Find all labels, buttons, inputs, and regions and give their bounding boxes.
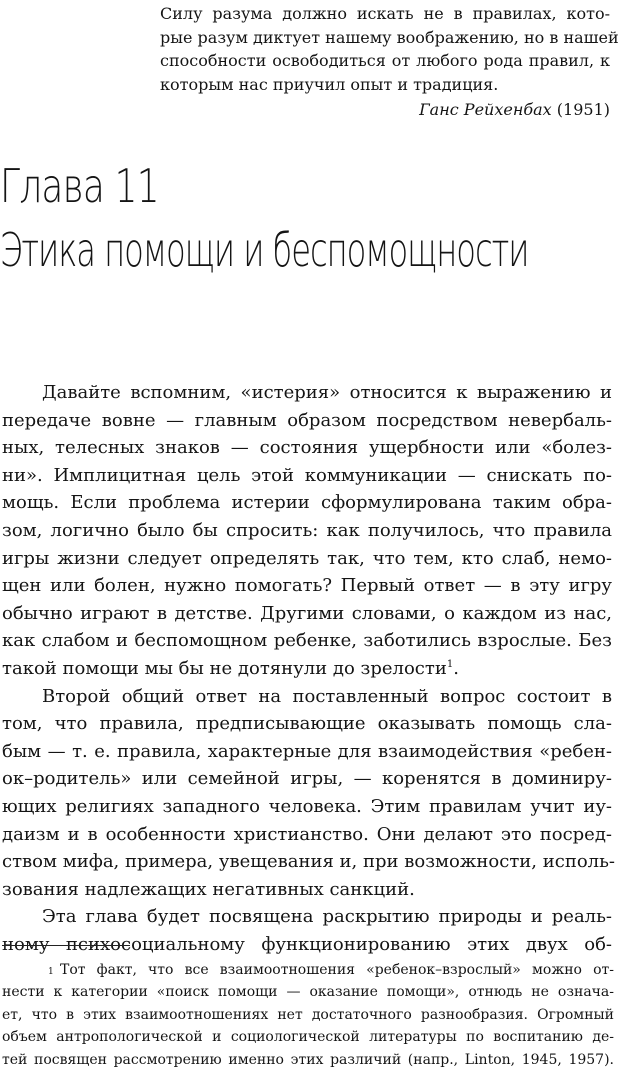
body-line: ством мифа, примера, увещевания и, при возможности, исполь- bbox=[2, 851, 615, 873]
body-line: Второй общий ответ на поставленный вопрос состоит в bbox=[42, 685, 612, 707]
footnote-separator bbox=[2, 945, 130, 946]
chapter-number: Глава 11 bbox=[0, 159, 159, 213]
epigraph-attribution bbox=[160, 98, 610, 122]
chapter-title: Этика помощи и беспомощности bbox=[0, 223, 529, 277]
body-line: даизм и в особенности христианство. Они делают это посред- bbox=[2, 823, 612, 845]
footnote-line: нести к категории «поиск помощи — оказание помощи», отнюдь не означа- bbox=[2, 984, 614, 1001]
footnote-line: ет, что в этих взаимоотношениях нет достаточного разнообразия. Огромный bbox=[2, 1006, 614, 1023]
footnote-line: объем антропологической и социологической литературы по воспитанию де- bbox=[2, 1029, 614, 1046]
epigraph-line: способности освободиться от любого рода правил, к bbox=[160, 51, 610, 70]
body-line: ок–родитель» или семейной игры, — коренятся в доминиру- bbox=[2, 768, 612, 790]
body-line: ющих религиях западного человека. Этим правилам учит иу- bbox=[2, 795, 612, 817]
body-line: бым — т. е. правила, характерные для взаимодействия «ребен- bbox=[2, 740, 612, 762]
body-line: зования надлежащих негативных санкций. bbox=[2, 878, 415, 900]
epigraph-line: рые разум диктует нашему воображению, но в нашей bbox=[160, 27, 619, 47]
body-line: обычно играют в детстве. Другими словами, о каждом из нас, bbox=[2, 602, 612, 624]
chapter-heading bbox=[0, 156, 620, 280]
body-text bbox=[2, 379, 615, 958]
footnote-mark: 1 bbox=[48, 967, 54, 977]
body-line: щен или болен, нужно помогать? Первый ответ — в эту игру bbox=[2, 575, 612, 597]
body-line-text: такой помощи мы бы не дотянули до зрелости bbox=[2, 657, 447, 679]
body-line: ни». Имплицитная цель этой коммуникации — снискать по- bbox=[2, 464, 612, 486]
body-line: игры жизни следует определять так, что тем, кто слаб, немо- bbox=[2, 547, 612, 569]
epigraph bbox=[160, 2, 619, 122]
body-line: зом, логично было бы спросить: как получилось, что правила bbox=[2, 519, 612, 541]
epigraph-year: (1951) bbox=[556, 100, 610, 119]
body-line: том, что правила, предписывающие оказывать помощь сла- bbox=[2, 713, 612, 735]
footnote bbox=[2, 959, 614, 1071]
epigraph-line: которым нас приучил опыт и традиция. bbox=[160, 74, 499, 94]
footnote-line: Тот факт, что все взаимоотношения «ребенок–взрослый» можно от- bbox=[60, 962, 614, 978]
epigraph-author: Ганс Рейхенбах bbox=[419, 100, 552, 119]
footnote-reference[interactable]: 1 bbox=[446, 658, 454, 670]
epigraph-line: Силу разума должно искать не в правилах, кото- bbox=[160, 4, 610, 23]
body-line: ных, телесных знаков — состояния ущербности или «болез- bbox=[2, 437, 612, 459]
body-line: такой помощи мы бы не дотянули до зрелости$^1$. bbox=[2, 657, 459, 679]
body-line: ному психосоциальному функционированию этих двух об- bbox=[2, 933, 612, 955]
body-line: как слабом и беспомощном ребенке, заботились взрослые. Без bbox=[2, 630, 612, 652]
body-line: Давайте вспомним, «истерия» относится к выражению и bbox=[42, 382, 612, 403]
footnote-line: тей посвящен рассмотрению именно этих различий (напр., Linton, 1945, 1957). bbox=[2, 1051, 614, 1068]
body-line: мощь. Если проблема истерии сформулирована таким обра- bbox=[2, 492, 612, 514]
body-line: Эта глава будет посвящена раскрытию природы и реаль- bbox=[42, 906, 612, 928]
body-line: передаче вовне — главным образом посредством невербаль- bbox=[2, 409, 612, 431]
